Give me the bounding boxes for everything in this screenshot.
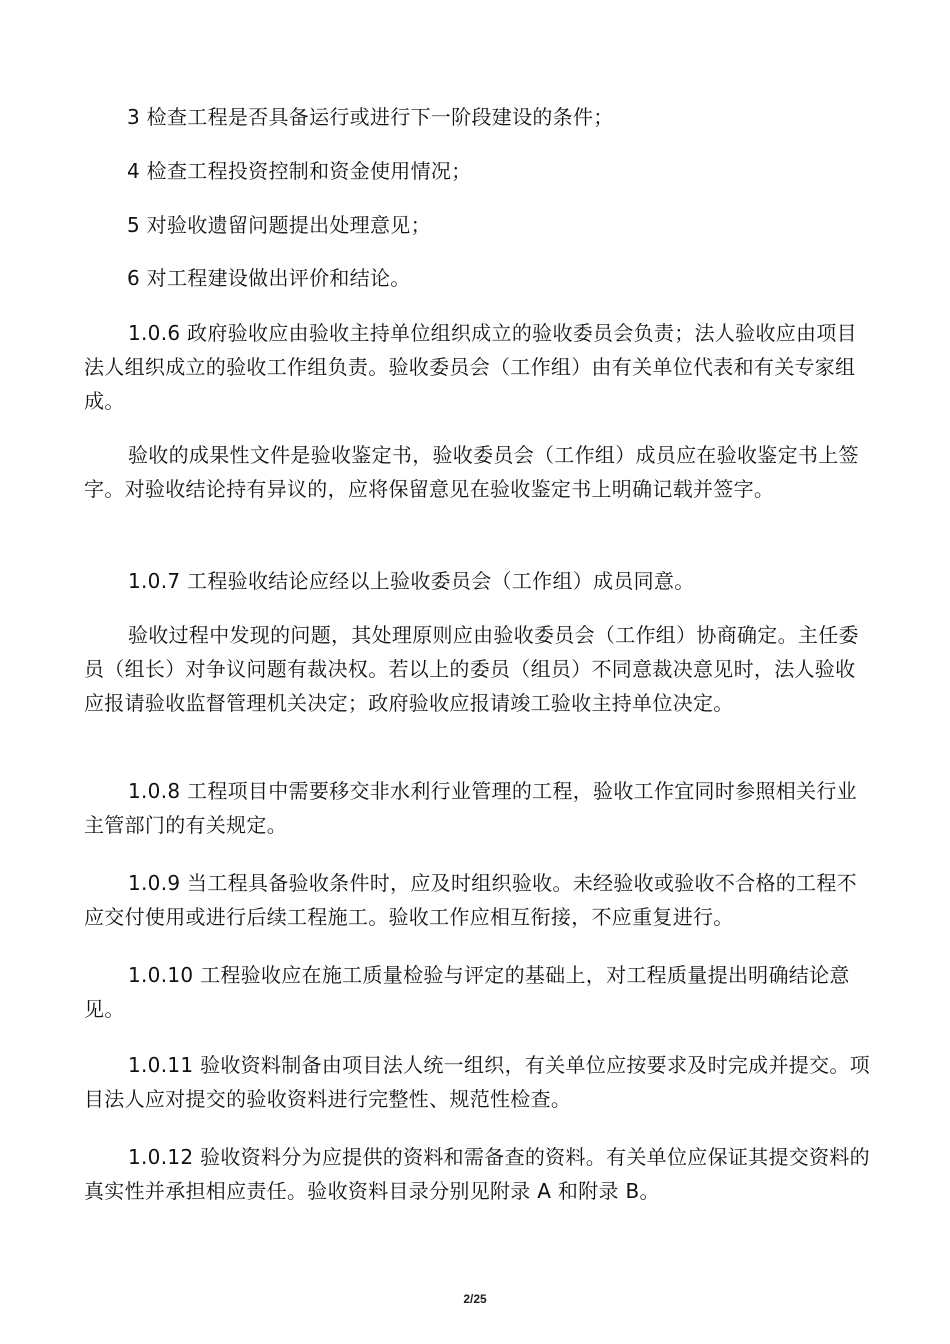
- paragraph: 1.0.9 当工程具备验收条件时，应及时组织验收。未经验收或验收不合格的工程不应交付使用或进行后续工程施工。验收工作应相互衔接，不应重复进行。: [84, 871, 857, 929]
- page-number: 2/25: [463, 1292, 487, 1306]
- paragraph: 验收的成果性文件是验收鉴定书，验收委员会（工作组）成员应在验收鉴定书上签字。对验收结论持有异议的，应将保留意见在验收鉴定书上明确记载并签字。: [84, 443, 859, 501]
- paragraph: 1.0.11 验收资料制备由项目法人统一组织，有关单位应按要求及时完成并提交。项目法人应对提交的验收资料进行完整性、规范性检查。: [84, 1053, 870, 1111]
- paragraph: 1.0.6 政府验收应由验收主持单位组织成立的验收委员会负责；法人验收应由项目法人组织成立的验收工作组负责。验收委员会（工作组）由有关单位代表和有关专家组成。: [84, 321, 857, 413]
- list-item: 3 检查工程是否具备运行或进行下一阶段建设的条件；: [127, 105, 614, 129]
- paragraph: 验收过程中发现的问题，其处理原则应由验收委员会（工作组）协商确定。主任委员（组长）对争议问题有裁决权。若以上的委员（组员）不同意裁决意见时，法人验收应报请验收监督管理机关决定；政府验收应报请竣工验收主持单位决定。: [84, 623, 859, 715]
- paragraph: 1.0.8 工程项目中需要移交非水利行业管理的工程，验收工作宜同时参照相关行业主管部门的有关规定。: [84, 779, 857, 837]
- paragraph: 1.0.12 验收资料分为应提供的资料和需备查的资料。有关单位应保证其提交资料的真实性并承担相应责任。验收资料目录分别见附录 A 和附录 B。: [84, 1145, 870, 1203]
- list-item: 5 对验收遗留问题提出处理意见；: [127, 213, 431, 237]
- list-item: 4 检查工程投资控制和资金使用情况；: [127, 159, 472, 183]
- list-item: 6 对工程建设做出评价和结论。: [127, 266, 411, 290]
- paragraph: 1.0.10 工程验收应在施工质量检验与评定的基础上，对工程质量提出明确结论意见。: [84, 963, 850, 1021]
- paragraph: 1.0.7 工程验收结论应经以上验收委员会（工作组）成员同意。: [128, 569, 695, 593]
